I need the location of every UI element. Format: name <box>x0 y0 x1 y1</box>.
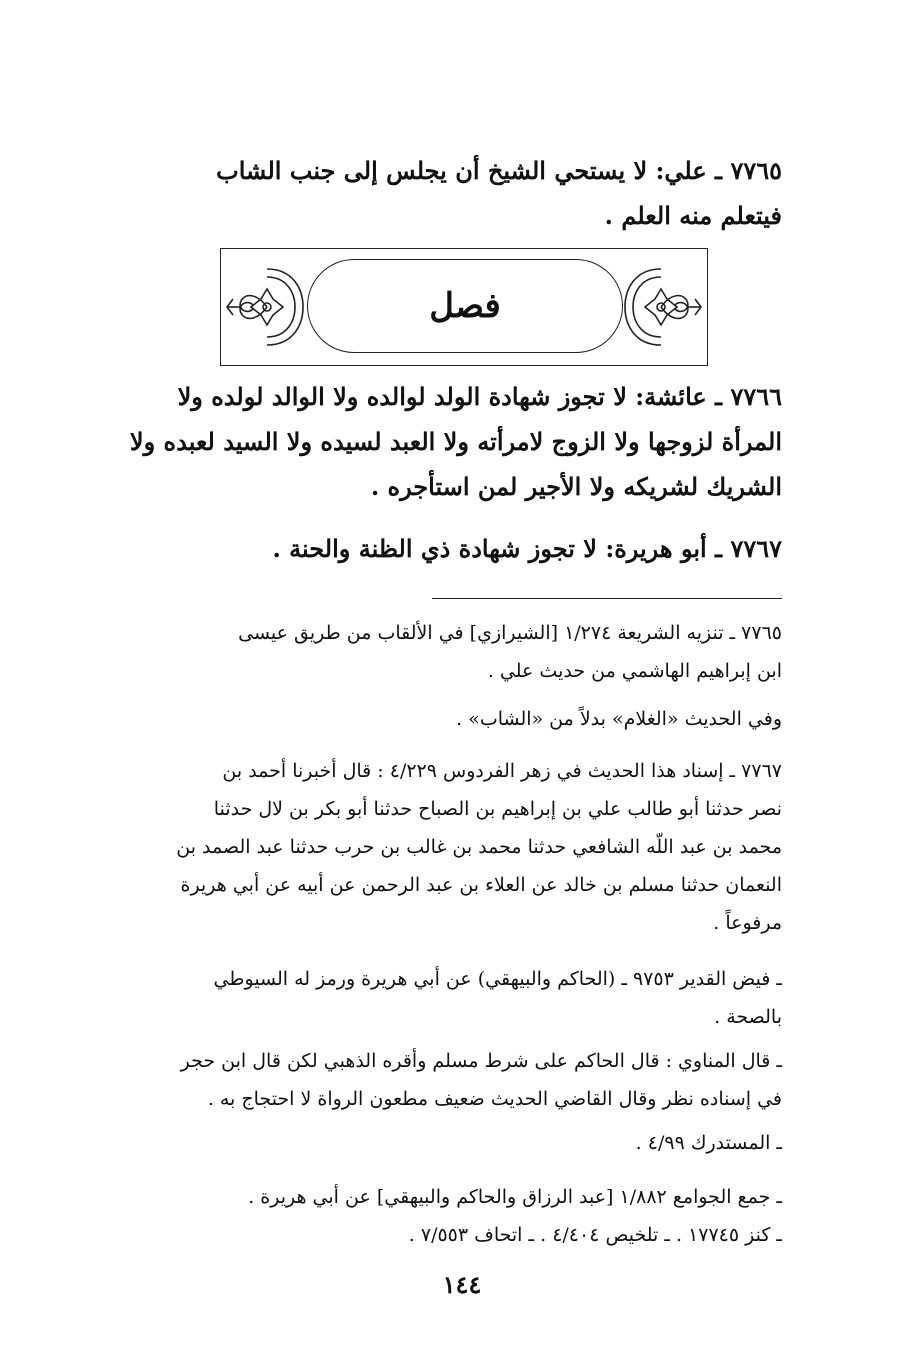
footnote-munawi <box>108 1042 782 1118</box>
footnote-faid-al-qadir <box>108 960 782 1036</box>
footnote-note <box>108 700 782 738</box>
hadith-entry-7765 <box>108 148 782 238</box>
hadith-entry-7766 <box>108 374 782 509</box>
footnote-line: ـ المستدرك ٤/٩٩ . <box>635 1132 782 1154</box>
footnote-jam-al-jawami <box>108 1178 782 1254</box>
footnote-line: في إسناده نظر وقال القاضي الحديث ضعيف مطعون الرواة لا احتجاج به . <box>207 1088 782 1110</box>
footnote-line: مرفوعاً . <box>713 912 782 934</box>
footnote-line: ٧٧٦٥ ـ تنزيه الشريعة ١/٢٧٤ [الشيرازي] في الألقاب من طريق عيسى <box>238 622 782 644</box>
footnote-separator <box>432 598 782 599</box>
footnote-line: ـ كنز ١٧٧٤٥ . ـ تلخيص ٤/٤٠٤ . ـ اتحاف ٧/٥٥٣ . <box>408 1224 782 1246</box>
entry-line: ٧٧٦٧ ـ أبو هريرة: لا تجوز شهادة ذي الظنة والحنة . <box>272 534 782 563</box>
footnote-line: ابن إبراهيم الهاشمي من حديث علي . <box>487 660 782 682</box>
entry-line: فيتعلم منه العلم . <box>604 201 782 230</box>
entry-line: ٧٧٦٦ ـ عائشة: لا تجوز شهادة الولد لوالده ولا الوالد لولده ولا <box>177 382 782 411</box>
entry-line: ٧٧٦٥ ـ علي: لا يستحي الشيخ أن يجلس إلى جنب الشاب <box>216 156 782 185</box>
footnote-7765 <box>108 614 782 690</box>
footnote-mustadrak <box>108 1124 782 1162</box>
footnote-7767 <box>108 752 782 942</box>
arabesque-ornament-icon <box>223 263 307 351</box>
footnote-line: بالصحة . <box>714 1006 782 1028</box>
footnote-line: نصر حدثنا أبو طالب علي بن إبراهيم بن الصباح حدثنا أبو بكر بن لال حدثنا <box>213 798 782 820</box>
footnote-line: محمد بن عبد اللّه الشافعي حدثنا محمد بن غالب بن حرب حدثنا عبد الصمد بن <box>176 836 782 858</box>
entry-line: المرأة لزوجها ولا الزوج لامرأته ولا العبد لسيده ولا السيد لعبده ولا <box>129 427 782 456</box>
arabesque-ornament-icon <box>621 263 705 351</box>
footnote-line: النعمان حدثنا مسلم بن خالد عن العلاء بن عبد الرحمن عن أبيه عن أبي هريرة <box>180 874 782 896</box>
footnote-line: ـ جمع الجوامع ١/٨٨٢ [عبد الرزاق والحاكم والبيهقي] عن أبي هريرة . <box>248 1186 782 1208</box>
footnote-line: ـ فيض القدير ٩٧٥٣ ـ (الحاكم والبيهقي) عن أبي هريرة ورمز له السيوطي <box>213 968 782 990</box>
page-number: ١٤٤ <box>442 1270 482 1299</box>
section-heading-cartouche <box>307 259 623 353</box>
footnote-line: ٧٧٦٧ ـ إسناد هذا الحديث في زهر الفردوس ٤/٢٢٩ : قال أخبرنا أحمد بن <box>222 760 782 782</box>
footnote-line: ـ قال المناوي : قال الحاكم على شرط مسلم وأقره الذهبي لكن قال ابن حجر <box>180 1050 782 1072</box>
section-heading: فصل <box>429 286 501 326</box>
section-heading-frame <box>220 248 708 366</box>
entry-line: الشريك لشريكه ولا الأجير لمن استأجره . <box>370 472 782 501</box>
footnote-line: وفي الحديث «الغلام» بدلاً من «الشاب» . <box>456 708 782 730</box>
hadith-entry-7767 <box>108 526 782 571</box>
